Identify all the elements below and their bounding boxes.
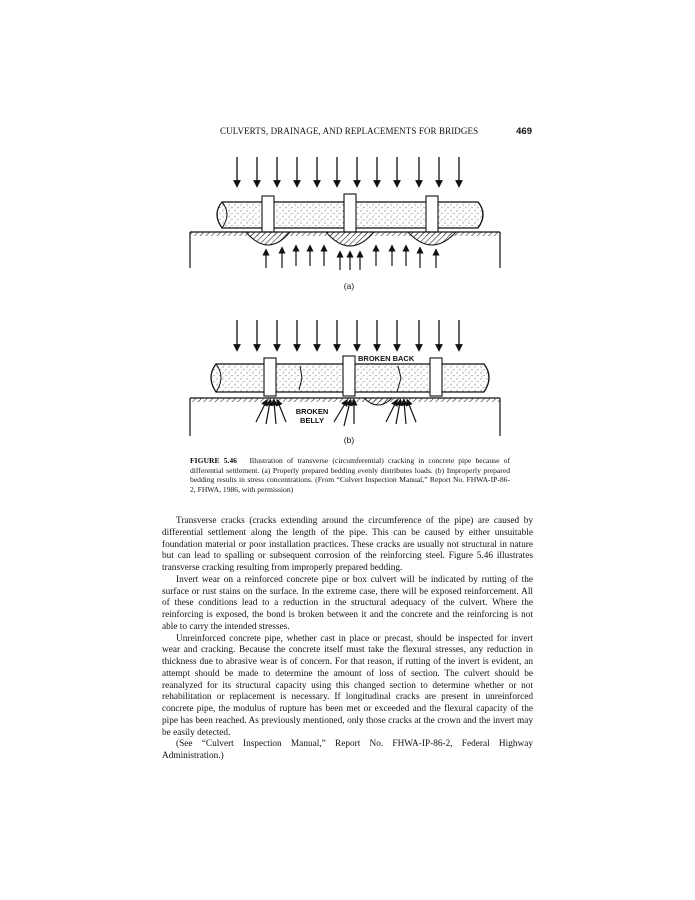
reaction-arrows-a xyxy=(266,248,436,270)
page-number: 469 xyxy=(516,126,532,137)
bedding-b xyxy=(364,398,392,405)
pipe-b xyxy=(211,356,489,396)
load-arrows-top-a xyxy=(237,157,459,184)
figure-panel-a xyxy=(0,0,695,300)
panel-b-label: (b) xyxy=(343,435,355,445)
paragraph: Invert wear on a reinforced concrete pipe or box culvert will be indicated by rutting of the surface or rust stains on the surface. In the extreme case, there will be exposed reinforcement. All of these conditions lead to a reduction in the structural adequacy of the culvert. Where the reinforcing is exposed, the bond is broken between it and the concrete and the reinforcing is not able to carry the intended stresses. xyxy=(162,574,533,632)
paragraph: (See “Culvert Inspection Manual,” Report No. FHWA-IP-86-2, Federal Highway Administration.) xyxy=(162,739,533,761)
running-title: CULVERTS, DRAINAGE, AND REPLACEMENTS FOR BRIDGES xyxy=(220,126,479,136)
broken-back-label: BROKEN BACK xyxy=(358,354,415,363)
panel-a-label: (a) xyxy=(343,281,355,291)
body-text xyxy=(162,516,533,763)
paragraph: Transverse cracks (cracks extending around the circumference of the pipe) are caused by differential settlement along the length of the pipe. This can be caused by either unsuitable foundation material or poor installation practices. These cracks are usually not structural in nature but can lead to spalling or subsequent corrosion of the reinforcing steel. Figure 5.46 illustrates transverse cracking resulting from improperly prepared bedding. xyxy=(162,516,533,573)
figure-panel-b xyxy=(0,300,695,450)
figure-caption-label: FIGURE 5.46 xyxy=(190,456,237,465)
figure-caption xyxy=(190,456,510,494)
load-arrows-top-b xyxy=(237,320,459,348)
figure-caption-text: Illustration of transverse (circumferential) cracking in concrete pipe because of differential settlement. (a) Properly prepared bedding evenly distributes loads. (b) Improperly prepared bedding results in stress concentrations. (From “Culvert Inspection Manual,” Report No. FHWA-IP-86-2, FHWA, 1986, with permission) xyxy=(190,456,510,494)
bedding-a xyxy=(246,232,456,246)
pipe-a xyxy=(217,194,483,232)
broken-belly-label-line2: BELLY xyxy=(300,416,324,425)
broken-belly-label-line1: BROKEN xyxy=(295,407,329,416)
stress-arrows-b xyxy=(256,402,416,426)
paragraph: Unreinforced concrete pipe, whether cast in place or precast, should be inspected for invert wear and cracking. Because the concrete itself must take the flexural stresses, any reduction in thickness due to abrasive wear is of concern. For that reason, if rutting of the invert is evident, an attempt should be made to determine the amount of loss of section. The culvert should be reanalyzed for its structural capacity using this changed section to determine whether or not rehabilitation or replacement is necessary. If longitudinal cracks are present in unreinforced concrete pipe, the modulus of rupture has been met or exceeded and the flexural capacity of the pipe has been reached. As previously mentioned, only those cracks at the crown and the invert may be easily detected. xyxy=(162,633,533,738)
